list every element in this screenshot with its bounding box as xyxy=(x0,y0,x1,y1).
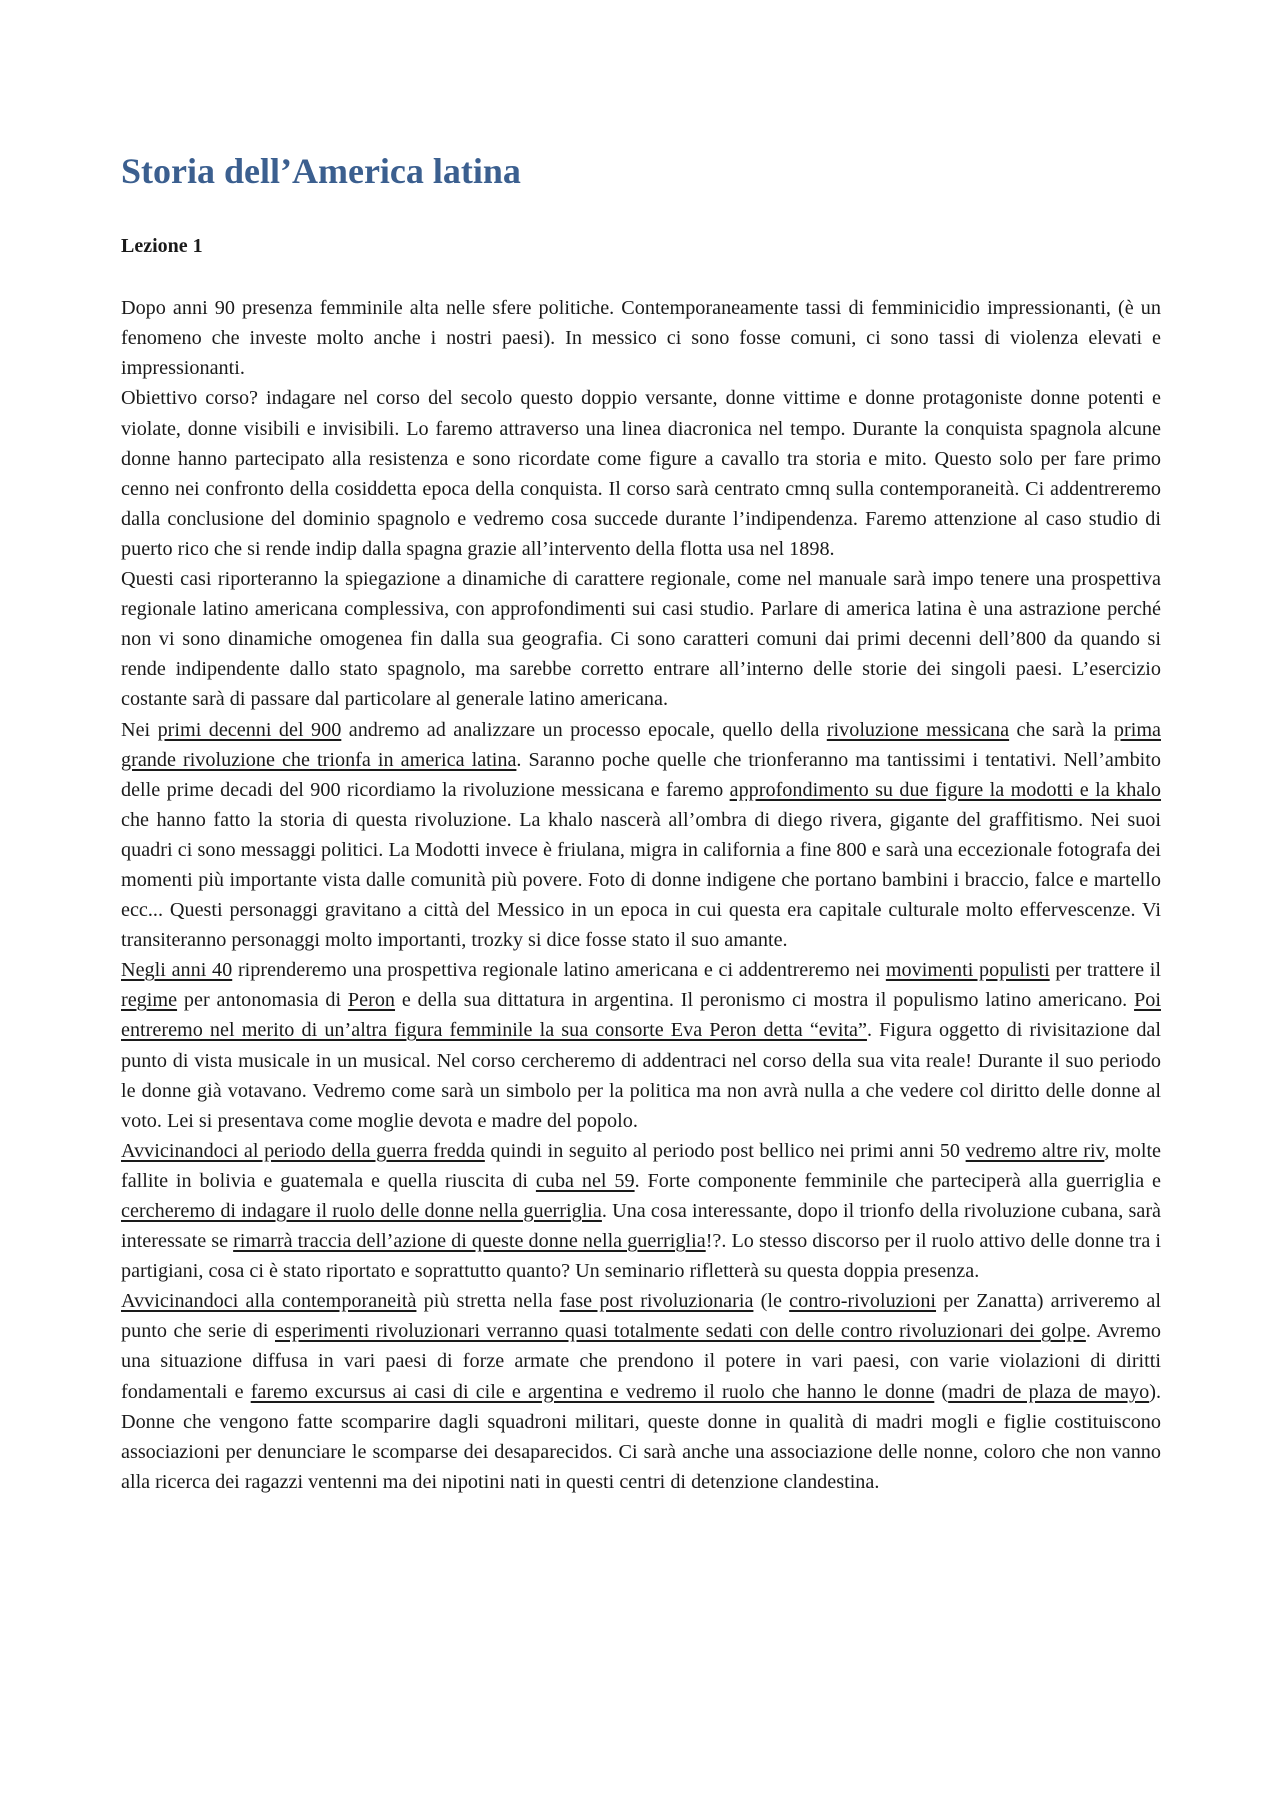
text-run: Nei xyxy=(121,718,158,741)
text-run: , molte fallite in bolivia e guatemala e quella riuscita di xyxy=(121,1139,1162,1192)
text-run: Questi casi riporteranno la spiegazione a dinamiche di carattere regionale, come nel manuale sarà impo tenere una prospettiva regionale latino americana complessiva, con approfondimenti sui casi studio. Parlare di america latina è una astrazione perché non vi sono dinamiche omogenea fin dalla sua geografia. Ci sono caratteri comuni dai primi decenni dell’800 da quando si rende indipendente dallo stato spagnolo, ma sarebbe corretto entrare all’interno delle storie dei singoli paesi. L’esercizio costante sarà di passare dal particolare al generale latino americana. xyxy=(121,568,1161,711)
underlined-text: cercheremo di indagare il ruolo delle donne nella guerriglia xyxy=(121,1200,602,1222)
text-run: Dopo anni 90 presenza femminile alta nelle sfere politiche. Contemporaneamente tassi di femminicidio impressionanti, (è un fenomeno che investe molto anche i nostri paesi). In messico ci sono fosse comuni, ci sono tassi di violenza elevati e impressionanti. xyxy=(121,297,1161,380)
text-run: per antonomasia di xyxy=(177,989,348,1012)
text-run: che hanno fatto la storia di questa rivoluzione. La khalo nascerà all’ombra di diego rivera, gigante del graffitismo. Nei suoi quadri ci sono messaggi politici. La Modotti invece è friulana, migra in california a fine 800 e sarà una eccezionale fotografa dei momenti più importante vista dalle comunità più povere. Foto di donne indigene che portano bambini i braccio, falce e martello ecc... Questi personaggi gravitano a città del Messico in un epoca in cui questa era capitale culturale molto effervescenze. Vi transiteranno personaggi molto importanti, trozky si dice fosse stato il suo amante. xyxy=(121,808,1161,952)
underlined-text: rivoluzione messicana xyxy=(826,718,1010,741)
text-run: andremo ad analizzare un processo epocale, quello della xyxy=(341,718,827,741)
text-run: riprenderemo una prospettiva regionale latino americana e ci addentreremo nei xyxy=(232,959,886,982)
paragraph xyxy=(121,1136,1161,1286)
text-run: . Una cosa interessante, dopo il trionfo della rivoluzione cubana, sarà interessate se xyxy=(121,1200,1161,1253)
text-run: ( xyxy=(934,1380,949,1403)
paragraph xyxy=(121,564,1161,714)
document-title: Storia dell’America latina xyxy=(121,151,521,191)
underlined-text: regime xyxy=(121,989,178,1012)
text-run: !?. Lo stesso discorso per il ruolo attivo delle donne tra i partigiani, cosa ci è stato riportato e soprattutto quanto? Un seminario rifletterà su questa doppia presenza. xyxy=(121,1230,1162,1283)
underlined-text: cuba nel 59 xyxy=(535,1169,635,1192)
underlined-text: Avvicinandoci al periodo della guerra fredda xyxy=(121,1139,485,1162)
underlined-text: prima grande rivoluzione che trionfa in america latina xyxy=(121,718,1161,771)
underlined-text: approfondimento su due figure la modotti e la khalo xyxy=(729,778,1162,801)
paragraph xyxy=(121,383,1161,564)
underlined-text: rimarrà traccia dell’azione di queste donne nella guerriglia xyxy=(233,1230,706,1253)
text-run: . Saranno poche quelle che trionferanno ma tantissimi i tentativi. Nell’ambito delle prime decadi del 900 ricordiamo la rivoluzione messicana e faremo xyxy=(121,748,1161,801)
paragraph xyxy=(121,1286,1161,1497)
underlined-text: contro-rivoluzioni xyxy=(789,1290,937,1313)
text-run: . Forte componente femminile che parteciperà alla guerriglia e xyxy=(634,1169,1161,1192)
underlined-text: fase post rivoluzionaria xyxy=(559,1290,754,1313)
underlined-text: Negli anni 40 xyxy=(121,959,233,982)
lesson-heading: Lezione 1 xyxy=(121,235,203,258)
underlined-text: Peron xyxy=(347,989,396,1012)
document-page xyxy=(121,150,1161,1497)
text-run: quindi in seguito al periodo post bellico nei primi anni 50 xyxy=(484,1139,966,1162)
underlined-text: primi decenni del 900 xyxy=(157,718,342,741)
text-run: per trattere il xyxy=(1049,959,1161,982)
text-run: che sarà la xyxy=(1009,718,1114,741)
underlined-text: esperimenti rivoluzionari verranno quasi totalmente sedati con delle contro rivoluzionari dei golpe xyxy=(275,1320,1086,1343)
underlined-text: Avvicinandoci alla contemporaneità xyxy=(121,1290,417,1313)
underlined-text: movimenti populisti xyxy=(885,959,1050,982)
text-run: Obiettivo corso? indagare nel corso del secolo questo doppio versante, donne vittime e donne protagoniste donne potenti e violate, donne visibili e invisibili. Lo faremo attraverso una linea diacronica nel tempo. Durante la conquista spagnola alcune donne hanno partecipato alla resistenza e sono ricordate come figure a cavallo tra storia e mito. Questo solo per fare primo cenno nei confronto della cosiddetta epoca della conquista. Il corso sarà centrato cmnq sulla contemporaneità. Ci addentreremo dalla conclusione del dominio spagnolo e vedremo cosa succede durante l’indipendenza. Faremo attenzione al caso studio di puerto rico che si rende indip dalla spagna grazie all’intervento della flotta usa nel 1898. xyxy=(121,387,1161,560)
underlined-text: faremo excursus ai casi di cile e argentina e vedremo il ruolo che hanno le donne xyxy=(250,1380,935,1403)
paragraph xyxy=(121,715,1161,956)
underlined-text: vedremo altre riv xyxy=(965,1139,1105,1162)
text-run: . Avremo una situazione diffusa in vari paesi di forze armate che prendono il potere in vari paesi, con varie violazioni di diritti fondamentali e xyxy=(121,1320,1161,1403)
text-run: . Figura oggetto di rivisitazione dal punto di vista musicale in un musical. Nel corso cercheremo di addentraci nel corso della sua vita reale! Durante il suo periodo le donne già votavano. Vedremo come sarà un simbolo per la politica ma non avrà nulla a che vedere col diritto delle donne al voto. Lei si presentava come moglie devota e madre del popolo. xyxy=(121,1019,1161,1132)
paragraph xyxy=(121,955,1161,1136)
text-run: (le xyxy=(753,1290,790,1313)
text-run: e della sua dittatura in argentina. Il peronismo ci mostra il populismo latino americano. xyxy=(395,989,1135,1012)
text-run: più stretta nella xyxy=(416,1290,560,1313)
underlined-text: madri de plaza de mayo xyxy=(948,1380,1150,1403)
text-run: per Zanatta) arriveremo al punto che serie di xyxy=(121,1290,1161,1343)
document-body xyxy=(121,293,1161,1497)
paragraph xyxy=(121,293,1161,383)
text-run: ). Donne che vengono fatte scomparire dagli squadroni militari, queste donne in qualità di madri mogli e figlie costituiscono associazioni per denunciare le scomparse dei desaparecidos. Ci sarà anche una associazione delle nonne, coloro che non vanno alla ricerca dei ragazzi ventenni ma dei nipotini nati in questi centri di detenzione clandestina. xyxy=(121,1380,1161,1493)
underlined-text: Poi entreremo nel merito di un’altra figura femminile la sua consorte Eva Peron detta “evita” xyxy=(121,989,1161,1042)
